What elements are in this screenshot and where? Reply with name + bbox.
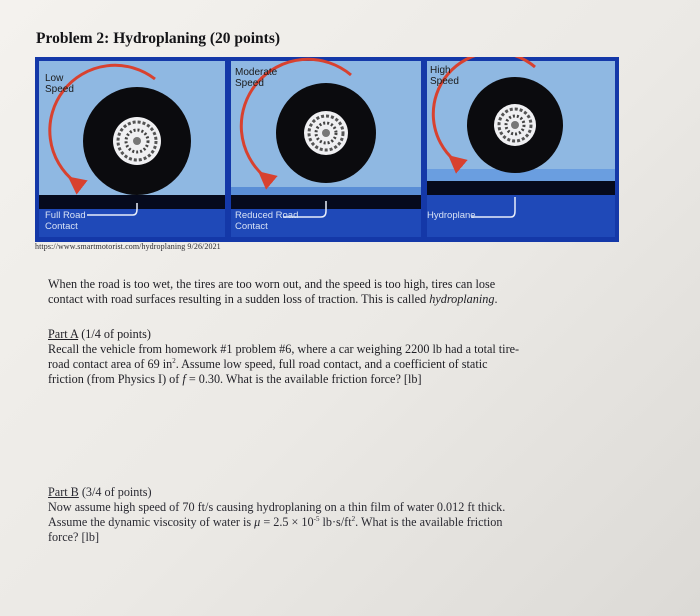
label-low-speed: Low Speed [45,73,74,95]
hydroplaning-figure [35,57,619,242]
label-high-speed: High Speed [430,65,459,87]
road-surface [231,195,421,209]
part-b: Part B (3/4 of points) Now assume high speed of 70 ft/s causing hydroplaning on a thin film of water 0.012 ft thick. Assume the dynamic viscosity of water is $\mu = 2.5 \times 10^{-5}$ $lb\cdot s/ft^2$. What is the available friction force? [lb] [48,485,506,544]
label-hydroplane: Hydroplane [427,210,476,221]
water-film [231,187,421,195]
label-full-road-contact: Full Road Contact [45,210,86,232]
label-reduced-road-contact: Reduced Road Contact [235,210,299,232]
part-a-heading: Part A [48,327,79,341]
road-surface [39,195,225,209]
problem-title: Problem 2: Hydroplaning (20 points) [36,30,281,47]
figure-source: https://www.smartmotorist.com/hydroplaning 9/26/2021 [35,242,221,251]
part-a: Part A (1/4 of points) Recall the vehicle from homework #1 problem #6, where a car weighing 2200 lb had a total tire- road contact area of 69 $in^2$. Assume low speed, full road contact, and a coefficient of static friction (from Physics I) of f = 0.30. What is the available friction force? [lb] [48,327,520,386]
road-surface [427,181,615,195]
intro-paragraph: When the road is too wet, the tires are too worn out, and the speed is too high, tires can lose contact with road surfaces resulting in a sudden loss of traction. This is called hydroplaning. [48,277,498,306]
water-film [427,169,615,181]
label-moderate-speed: Moderate Speed [235,67,278,89]
part-b-heading: Part B [48,485,79,499]
